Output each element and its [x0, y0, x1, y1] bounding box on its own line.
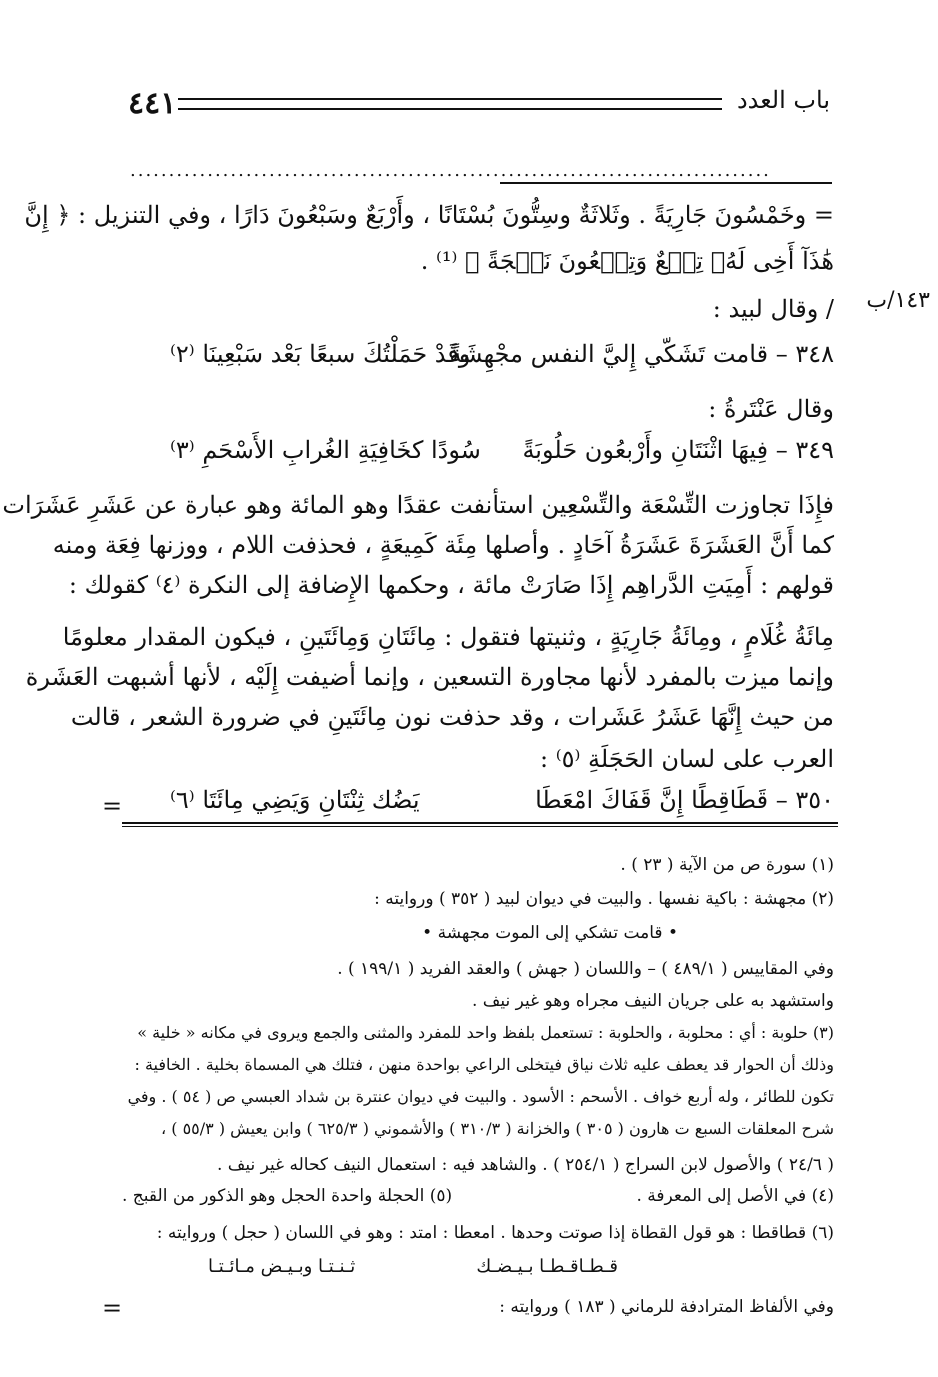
running-title: باب العدد [736, 86, 830, 114]
verse-349 [114, 436, 834, 476]
footnote-3-line: تكون للطائر ، وله أربع خواف . الأسحم : الأسود . والبيت في ديوان عنترة بن شداد العبسي ص ( ٥٤ ) . وفي [127, 1087, 834, 1106]
verse-first-text: فِيهَا اثْنَتَانِ وأَرْبعُون حَلُوبَةً [522, 436, 769, 464]
text-line: العرب على لسان الحَجَلَةِ ⁽٥⁾ : [539, 745, 834, 773]
text-line: كما أَنَّ العَشَرَةَ عَشَرَةُ آحَادٍ . وأصلها مِئَة كَمِيعَةٍ ، فحذفت اللام ، ووزنها فِعَة ومنه [52, 531, 834, 559]
footnote-separator [122, 822, 838, 824]
text-line: وإنما ميزت بالمفرد لأنها مجاورة التسعين ، وإنما أضيفت إِلَيْه ، لأنها أشبهت العَشَرة [25, 663, 834, 691]
verse-number: ٣٥٠ – [775, 786, 834, 814]
footnote-6-verse-a: قـطـاقـطـا بـيـضـك [476, 1256, 618, 1277]
text-line: فإِذَا تجاوزت التِّسْعَة والتِّسْعِين استأنفت عقدًا وهو المائة وهو عبارة عن عَشَرِ عَشَرَات [2, 491, 834, 519]
text-line: وقال عَنْتَرةُ : [708, 395, 834, 423]
verse-first-hemistich [449, 340, 834, 368]
footnote-4: (٤) في الأصل إلى المعرفة . [636, 1186, 834, 1206]
footnote-6-line: وفي الألفاظ المترادفة للرماني ( ١٨٣ ) وروايته : [499, 1297, 834, 1317]
footnote-3: (٣) حلوبة : أي : محلوبة ، والحلوبة : تستعمل بلفظ واحد للمفرد والمثنى والجمع ويروى في مكانه « خلية » [137, 1023, 834, 1042]
verse-number: ٣٤٨ – [775, 340, 834, 368]
footnote-2-line: واستشهد به على جريان النيف مجراه وهو غير نيف . [471, 991, 834, 1011]
footnote-2-verse: • قامت تشكي إلى الموت مجهشة • [422, 923, 678, 943]
verse-second-hemistich: وقَدْ حَمَلْتُكَ سبعًا بَعْد سَبْعِينَا ⁽٢⁾ [170, 340, 471, 368]
footnote-2-line: وفي المقاييس ( ٤٨٩/١ ) – واللسان ( جهش ) والعقد الفريد ( ١٩٩/١ ) . [337, 959, 834, 979]
header-rule [178, 98, 722, 110]
verse-first-hemistich [535, 786, 834, 814]
continuation-mark: = [102, 792, 123, 820]
footnote-5: (٥) الحجلة واحدة الحجل وهو الذكور من القبج . [122, 1186, 453, 1206]
text-line: = وخَمْسُونَ جَارِيَةً . وثَلاثَةٌ وسِتُّونَ بُسْتَانًا ، وأَرْبَعٌ وسَبْعُونَ دَارًا ، وفي التنزيل : ﴿ إِنَّ [24, 201, 834, 229]
continuation-rule [500, 182, 832, 184]
footnote-6-verse-b: ثـنـتـا وبـيـض مـائـتـا [208, 1256, 356, 1277]
footnote-1: (١) سورة ص من الآية ( ٢٣ ) . [620, 855, 834, 875]
footnote-3-line: شرح المعلقات السبع ت هارون ( ٣٠٥ ) والخزانة ( ٣١٠/٣ ) والأشموني ( ٦٢٥/٣ ) وابن يعيش ( ٥٥/٣ ) ، [161, 1119, 834, 1138]
verse-second-hemistich: يَضُك ثِنْتَانِ وَيَضِي مِائَتَا ⁽٦⁾ [170, 786, 420, 814]
verse-first-hemistich [522, 436, 834, 464]
verse-first-text: قامت تَشَكّي إِليَّ النفس مجْهِشَةً [449, 340, 769, 368]
text-line: / وقال لبيد : [712, 295, 834, 323]
footnote-3-line: وذلك أن الحوار قد يعطف عليه ثلاث نياق فيتخلى الراعي بواحدة منهن ، فتلك هي المسماة بخلية . الخافية : [134, 1055, 834, 1074]
verse-348 [114, 340, 834, 380]
text-line: قولهم : أَمِيَتِ الدَّراهِم إِذَا صَارَتْ مائة ، وحكمها الإِضافة إلى النكرة ⁽٤⁾ كقولك : [68, 571, 834, 599]
text-line: هَٰذَآ أَخِى لَهُۥ تِسۡعٌ وَتِسۡعُونَ نَعۡجَةً ﴾ ⁽¹⁾ . [420, 247, 834, 275]
footnote-2: (٢) مجهشة : باكية نفسها . والبيت في ديوان لبيد ( ٣٥٢ ) وروايته : [374, 889, 834, 909]
page-number: ٤٤١ [128, 86, 177, 121]
footnote-6: (٦) قطاقطا : هو قول القطاة إذا صوتت وحدها . امعطا : امتد : وهو في اللسان ( حجل ) وروايته : [156, 1223, 834, 1243]
manuscript-folio-note: ١٤٣/ب [866, 288, 930, 313]
verse-350 [114, 786, 834, 826]
text-line: مِائَةُ غُلَامٍ ، ومِائَةُ جَارِيَةٍ ، وثنيتها فتقول : مِائَتَانِ وَمِائَتَينِ ، فيكون المقدار معلومًا [62, 623, 834, 651]
verse-first-text: قَطَاقِطًا إِنَّ قَفَاكَ امْعَطَا [535, 786, 769, 814]
page-header [118, 84, 830, 124]
footnote-3-line: ( ٢٤/٦ ) والأصول لابن السراج ( ٢٥٤/١ ) . والشاهد فيه : استعمال النيف كحاله غير نيف . [217, 1155, 834, 1175]
separator-dots: ................................................................................... [130, 160, 771, 181]
text-line: من حيث إِنَّهَا عَشَرُ عَشَرات ، وقد حذفت نون مِائَتَينِ في ضرورة الشعر ، قالت [70, 703, 834, 731]
verse-second-hemistich: سُودًا كخَافِيَةِ الغُرابِ الأَسْحَمِ ⁽٣⁾ [170, 436, 481, 464]
footnote-separator-thin [122, 826, 838, 827]
continuation-mark: = [102, 1294, 123, 1322]
verse-number: ٣٤٩ – [775, 436, 834, 464]
